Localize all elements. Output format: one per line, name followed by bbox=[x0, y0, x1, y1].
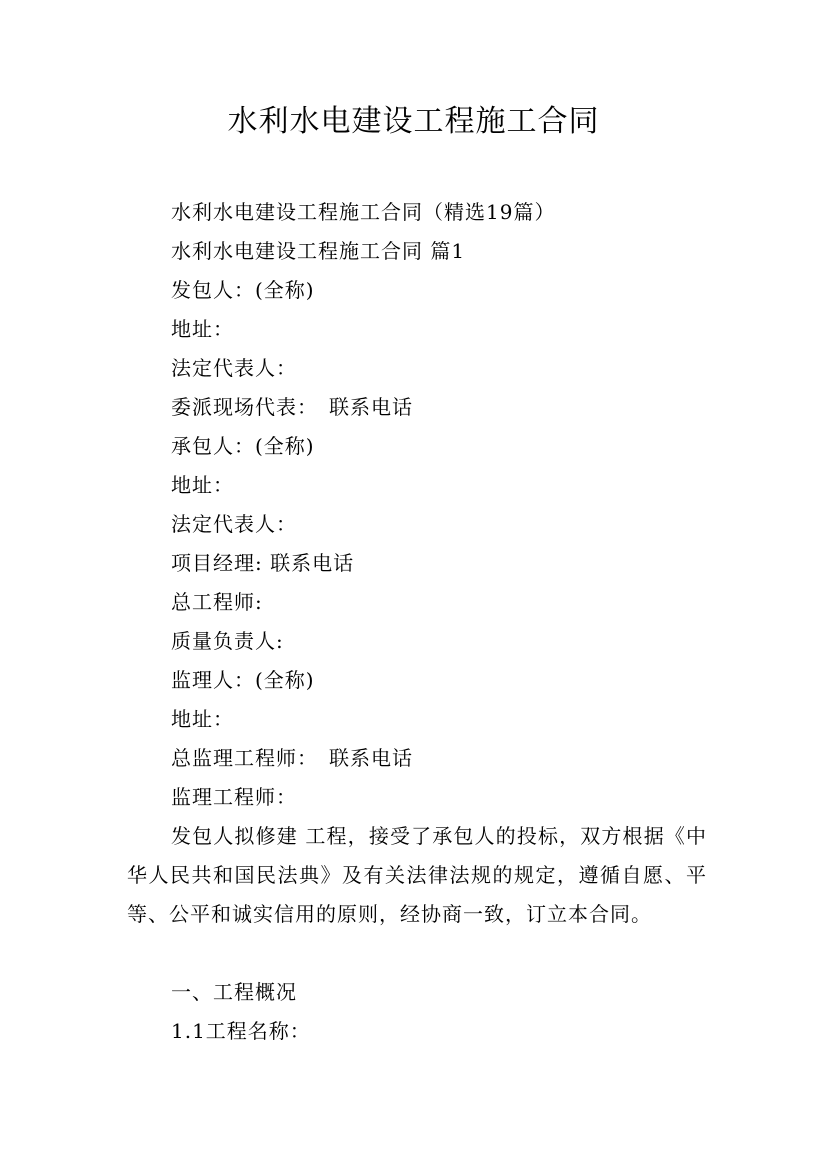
contractor-address-line: 地址： bbox=[171, 473, 234, 497]
contractor-name-line: 承包人：(全称) bbox=[171, 434, 315, 458]
project-name-line: 1.1工程名称： bbox=[171, 1019, 311, 1043]
employer-site-rep-line: 委派现场代表： 联系电话 bbox=[171, 395, 413, 419]
document-title: 水利水电建设工程施工合同 bbox=[227, 104, 600, 139]
quality-manager-line: 质量负责人: bbox=[171, 629, 284, 653]
chief-engineer-line: 总工程师: bbox=[171, 590, 263, 614]
project-manager-line: 项目经理: 联系电话 bbox=[171, 551, 355, 575]
chief-supervising-engineer-line: 总监理工程师： 联系电话 bbox=[171, 746, 413, 770]
employer-address-line: 地址： bbox=[171, 317, 234, 341]
supervisor-address-line: 地址： bbox=[171, 707, 234, 731]
supervising-engineer-line: 监理工程师： bbox=[171, 785, 297, 809]
contractor-legal-rep-line: 法定代表人： bbox=[171, 512, 297, 536]
supervisor-name-line: 监理人：(全称) bbox=[171, 668, 315, 692]
section-title: 水利水电建设工程施工合同 篇1 bbox=[171, 239, 466, 263]
employer-name-line: 发包人：(全称) bbox=[171, 278, 315, 302]
section-heading: 一、工程概况 bbox=[171, 980, 297, 1004]
employer-legal-rep-line: 法定代表人： bbox=[171, 356, 297, 380]
contract-preamble-paragraph: 发包人拟修建 工程，接受了承包人的投标，双方根据《中华人民共和国民法典》及有关法律法规的规定，遵循自愿、平等、公平和诚实信用的原则，经协商一致，订立本合同。 bbox=[127, 824, 707, 926]
document-subtitle: 水利水电建设工程施工合同（精选19篇） bbox=[171, 200, 556, 224]
